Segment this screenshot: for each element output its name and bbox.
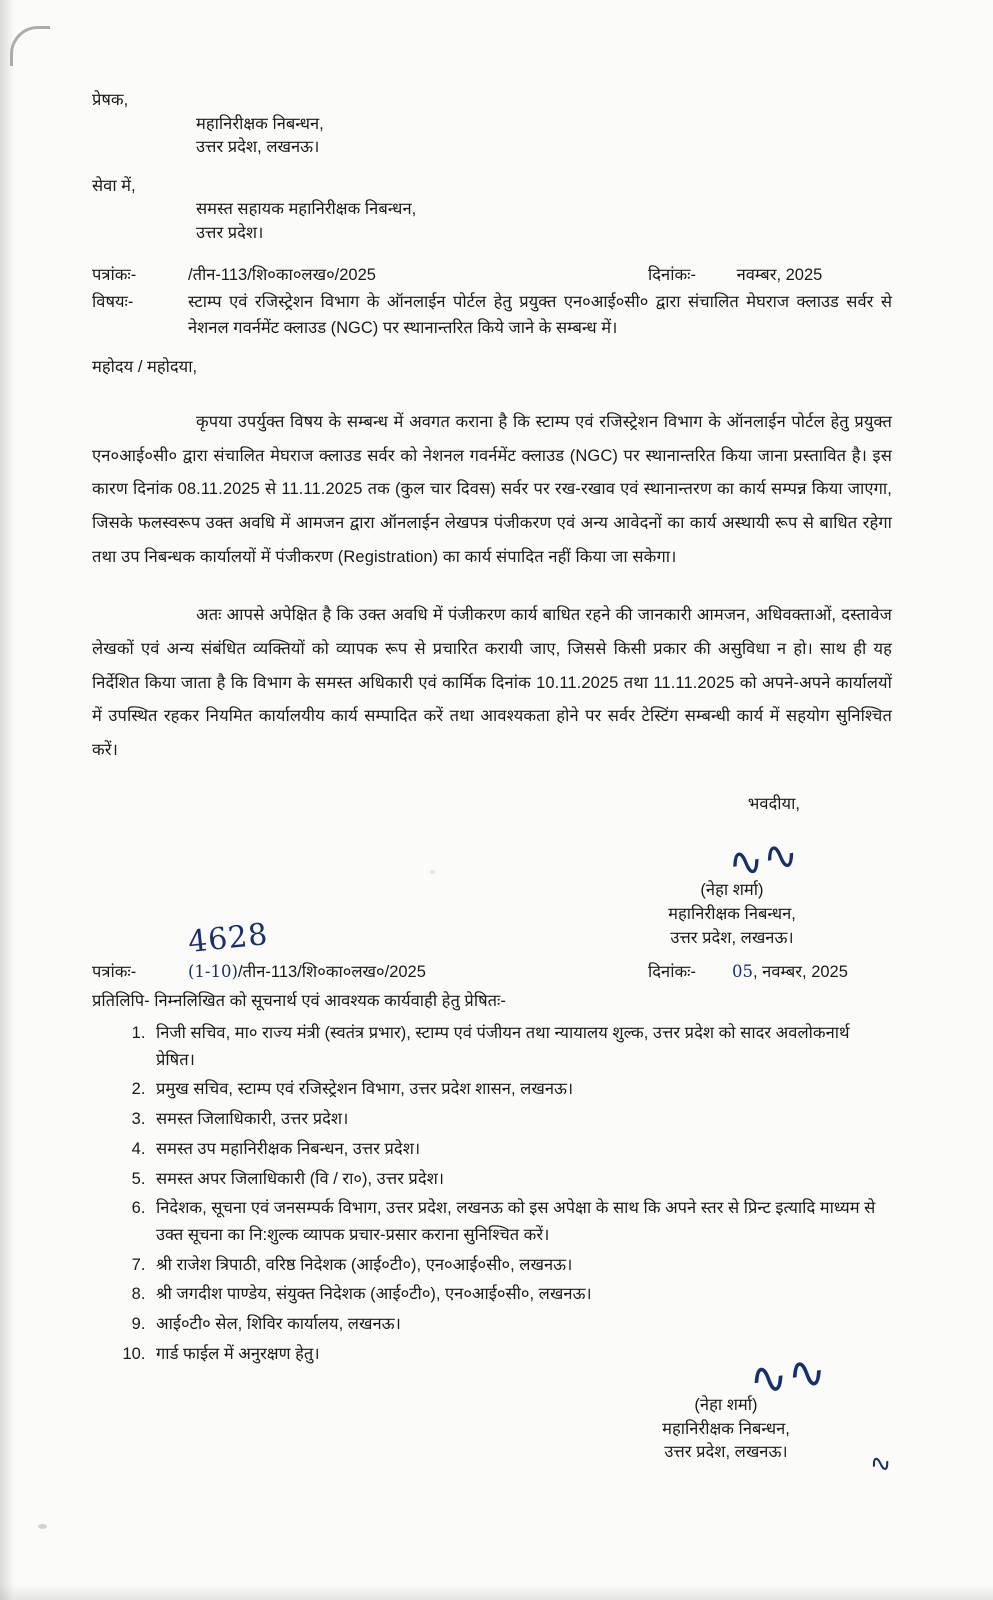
final-signatory-place: उत्तर प्रदेश, लखनऊ। [664, 1443, 788, 1462]
signature-scribble: ∿∿ [723, 827, 802, 889]
subject-label: विषयः- [92, 292, 134, 311]
copy-letter-number-value [188, 960, 648, 985]
signature-block [582, 827, 882, 951]
letter-date-value: नवम्बर, 2025 [736, 266, 823, 285]
final-signature-block [566, 1342, 896, 1481]
from-label: प्रेषक, [92, 91, 129, 109]
copy-letter-number-label: पत्रांकः- [92, 963, 137, 982]
paragraph-1: कृपया उपर्युक्त विषय के सम्बन्ध में अवगत कराना है कि स्टाम्प एवं रजिस्ट्रेशन विभाग के ऑनलाईन पोर्टल हेतु प्रयुक्त एन०आई०सी० द्वारा संचालित मेघराज क्लाउड सर्वर को नेशनल गवर्नमेंट क्लाउड (NGC) पर स्थानान्तरित किया जाना प्रस्तावित है। इस कारण दिनांक 08.11.2025 से 11.11.2025 तक (कुल चार दिवस) सर्वर पर रख-रखाव एवं स्थानान्तरण का कार्य सम्पन्न किया जाएगा, जिसके फलस्वरूप उक्त अवधि में आमजन द्वारा ऑनलाईन लेखपत्र पंजीकरण एवं अन्य आवेदनों का कार्य अस्थायी रूप से बाधित रहेगा तथा उप निबन्धक कार्यालयों में पंजीकरण (Registration) का कार्य संपादित नहीं किया जा सकेगा। [92, 412, 892, 567]
list-item: 1. निजी सचिव, मा० राज्य मंत्री (स्वतंत्र प्रभार), स्टाम्प एवं पंजीयन तथा न्यायालय शुल्क, उत्तर प्रदेश को सादर अवलोकनार्थ प्रेषित। [150, 1020, 892, 1073]
list-item: 9. आई०टी० सेल, शिविर कार्यालय, लखनऊ। [150, 1311, 892, 1338]
handwritten-copy-range: (1-10) [188, 962, 238, 982]
signatory-name: (नेहा शर्मा) [700, 880, 764, 899]
closing-salutation: भवदीया, [747, 794, 800, 813]
paragraph-2: अतः आपसे अपेक्षित है कि उक्त अवधि में पंजीकरण कार्य बाधित रहने की जानकारी आमजन, अधिवक्ताओं, दस्तावेज लेखकों एवं अन्य संबंधित व्यक्तियों को व्यापक रूप से प्रचारित करायी जाए, जिससे किसी प्रकार की असुविधा न हो। साथ ही यह निर्देशित किया जाता है कि विभाग के समस्त अधिकारी एवं कार्मिक दिनांक 10.11.2025 तथा 11.11.2025 को अपने-अपने कार्यालयों में उपस्थित रहकर नियमित कार्यालयीय कार्य सम्पादित करें तथा आवश्यकता होने पर सर्वर टेस्टिंग सम्बन्धी कार्य में सहयोग सुनिश्चित करें। [92, 605, 892, 760]
final-signatory-designation: महानिरीक्षक निबन्धन, [662, 1419, 790, 1438]
list-item: 2. प्रमुख सचिव, स्टाम्प एवं रजिस्ट्रेशन विभाग, उत्तर प्रदेश शासन, लखनऊ। [150, 1076, 892, 1103]
letter-date-label: दिनांकः- [648, 266, 696, 285]
final-initial-scribble: ∿ [866, 1446, 896, 1481]
copy-letter-number-row [92, 960, 892, 985]
scan-corner-artifact [10, 26, 50, 66]
scan-speck [38, 1524, 47, 1529]
letter-number-row [92, 263, 892, 288]
from-block [92, 88, 892, 160]
letter-body [92, 88, 896, 1481]
list-item: 5. समस्त अपर जिलाधिकारी (वि / रा०), उत्तर प्रदेश। [150, 1166, 892, 1193]
copy-distribution-section [92, 917, 892, 1367]
to-line-2: उत्तर प्रदेश। [196, 223, 264, 242]
letter-number-label: पत्रांकः- [92, 266, 137, 285]
list-item: 8. श्री जगदीश पाण्डेय, संयुक्त निदेशक (आई०टी०), एन०आई०सी०, लखनऊ। [150, 1281, 892, 1308]
copy-date-value: , नवम्बर, 2025 [753, 963, 848, 982]
from-line-1: महानिरीक्षक निबन्धन, [196, 114, 324, 133]
copy-recipients-list [92, 1020, 892, 1368]
copy-date-row [648, 960, 892, 985]
letter-date-row [648, 263, 892, 288]
letter-meta [92, 263, 892, 341]
from-line-2: उत्तर प्रदेश, लखनऊ। [196, 138, 320, 157]
final-signature-scribble: ∿∿ [745, 1342, 830, 1407]
to-line-1: समस्त सहायक महानिरीक्षक निबन्धन, [196, 200, 417, 219]
list-item: 4. समस्त उप महानिरीक्षक निबन्धन, उत्तर प्रदेश। [150, 1136, 892, 1163]
scan-left-shadow [0, 0, 14, 1600]
salutation: महोदय / महोदया, [92, 358, 198, 377]
subject-text: स्टाम्प एवं रजिस्ट्रेशन विभाग के ऑनलाईन पोर्टल हेतु प्रयुक्त एन०आई०सी० द्वारा संचालित मेघराज क्लाउड सर्वर से नेशनल गवर्नमेंट क्लाउड (NGC) पर स्थानान्तरित किये जाने के सम्बन्ध में। [188, 292, 892, 337]
list-item: 7. श्री राजेश त्रिपाठी, वरिष्ठ निदेशक (आई०टी०), एन०आई०सी०, लखनऊ। [150, 1252, 892, 1279]
to-label: सेवा में, [92, 176, 136, 195]
handwritten-dispatch-number: 4628 [186, 917, 270, 961]
final-signatory-name: (नेहा शर्मा) [694, 1395, 758, 1414]
subject-row [92, 290, 892, 341]
list-item: 6. निदेशक, सूचना एवं जनसम्पर्क विभाग, उत्तर प्रदेश, लखनऊ को इस अपेक्षा के साथ कि अपने स्तर से प्रिन्ट इत्यादि माध्यम से उक्त सूचना का नि:शुल्क व्यापक प्रचार-प्रसार कराना सुनिश्चित करें। [150, 1195, 892, 1248]
to-block [92, 174, 892, 246]
list-item: 3. समस्त जिलाधिकारी, उत्तर प्रदेश। [150, 1106, 892, 1133]
list-item: 10. गार्ड फाईल में अनुरक्षण हेतु। [150, 1341, 892, 1368]
copy-list-title: प्रतिलिपि- निम्नलिखित को सूचनार्थ एवं आवश्यक कार्यवाही हेतु प्रेषितः- [92, 992, 506, 1011]
copy-letter-number-text: /तीन-113/शि०का०लख०/2025 [237, 963, 426, 982]
scan-bottom-shadow [0, 1584, 993, 1600]
handwritten-copy-date: 05 [732, 962, 753, 982]
signatory-place: उत्तर प्रदेश, लखनऊ। [670, 928, 794, 947]
signatory-designation: महानिरीक्षक निबन्धन, [668, 904, 796, 923]
letter-number-value: /तीन-113/शि०का०लख०/2025 [188, 266, 376, 285]
copy-date-label: दिनांकः- [648, 963, 696, 982]
